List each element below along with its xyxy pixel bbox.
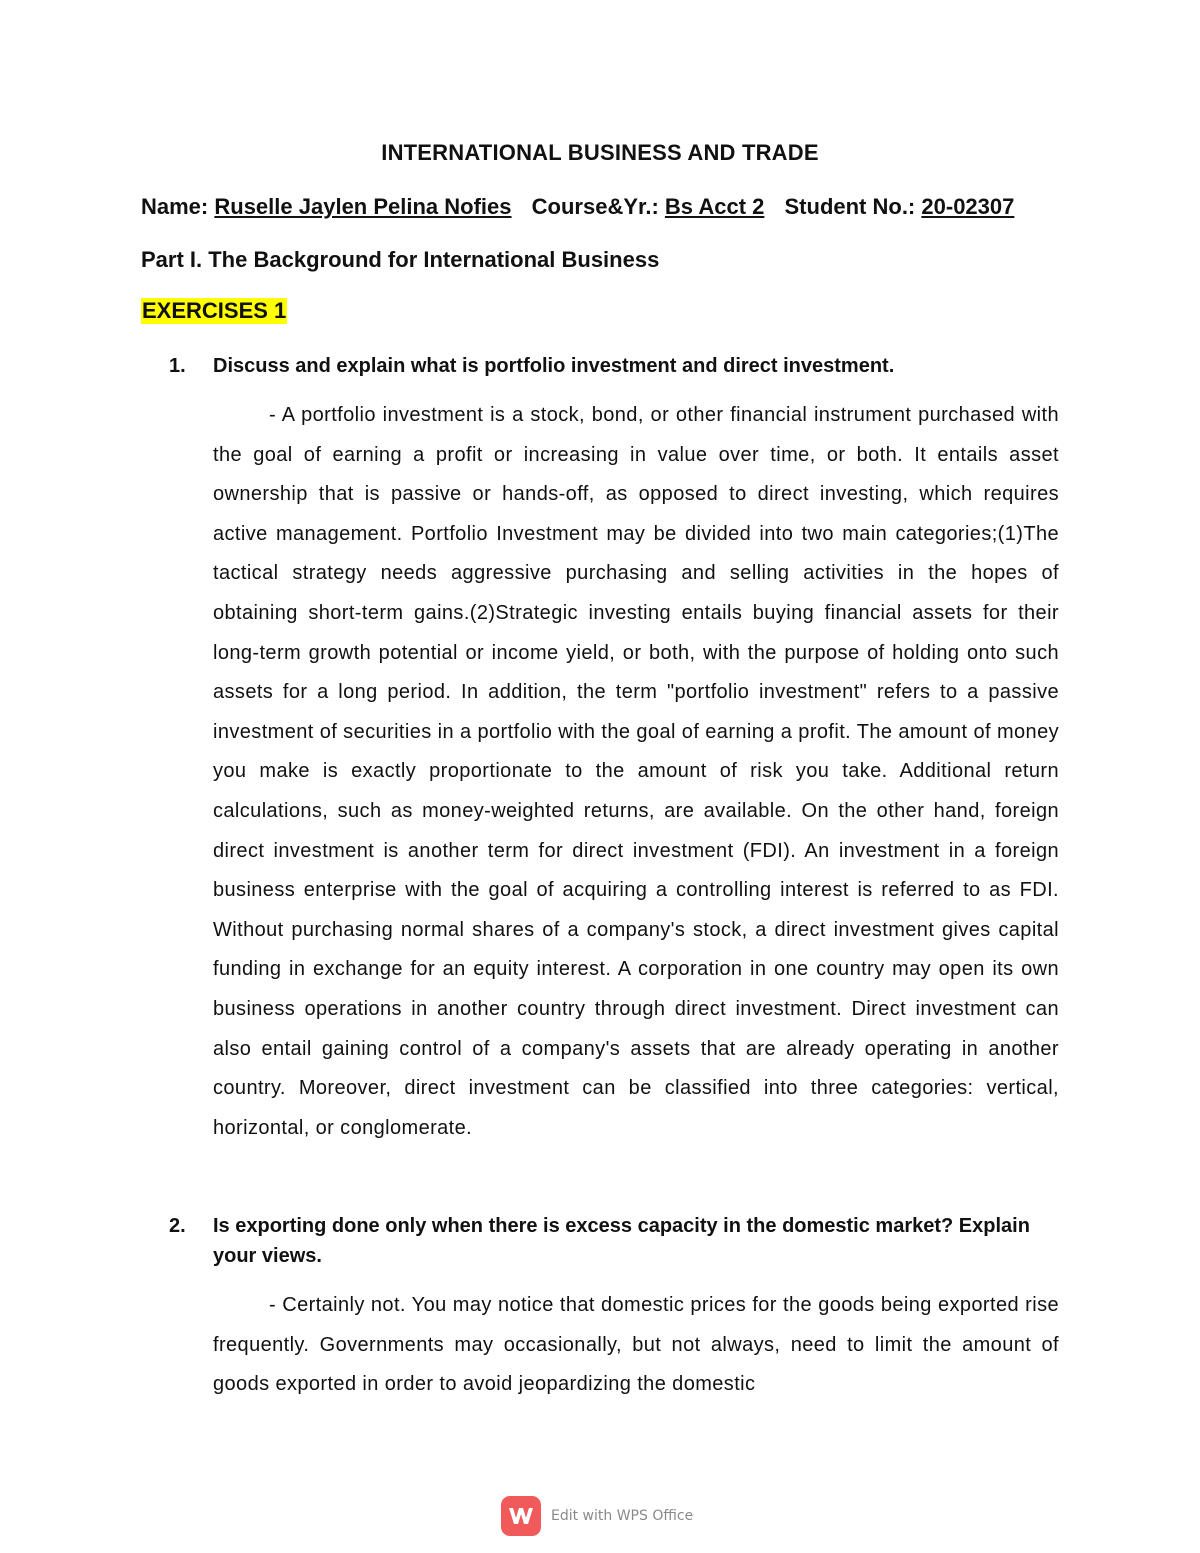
wps-logo-icon <box>501 1496 541 1536</box>
student-no-value: 20-02307 <box>921 194 1015 219</box>
name-label: Name: <box>141 194 209 219</box>
question-2 <box>141 1211 1061 1271</box>
question-number: 1. <box>169 355 186 377</box>
course-value: Bs Acct 2 <box>664 194 765 219</box>
answer-text: - A portfolio investment is a stock, bond, or other financial instrument purchased with the goal of earning a profit or increasing in value over time, or both. It entails asset ownership that is passive or hands-off, as opposed to direct investing, which requires active management. Portfolio Investment may be divided into two main categories;(1)The tactical strategy needs aggressive purchasing and selling activities in the hopes of obtaining short-term gains.(2)Strategic investing entails buying financial assets for their long-term growth potential or income yield, or both, with the purpose of holding onto such assets for a long period. In addition, the term "portfolio investment" refers to a passive investment of securities in a portfolio with the goal of earning a profit. The amount of money you make is exactly proportionate to the amount of risk you take. Additional return calculations, such as money-weighted returns, are available. On the other hand, foreign direct investment is another term for direct investment (FDI). An investment in a foreign business enterprise with the goal of acquiring a controlling interest is referred to as FDI. Without purchasing normal shares of a company's stock, a direct investment gives capital funding in exchange for an equity interest. A corporation in one country may open its own business operations in another country through direct investment. Direct investment can also entail gaining control of a company's assets that are already operating in another country. Moreover, direct investment can be classified into three categories: vertical, horizontal, or conglomerate. <box>213 404 1059 1139</box>
answer-text: - Certainly not. You may notice that domestic prices for the goods being exported rise frequently. Governments may occasionally, but not always, need to limit the amount of goods exported in order to avoid jeopardizing the domestic <box>213 1294 1059 1396</box>
question-text: Is exporting done only when there is excess capacity in the domestic market? Explain your views. <box>213 1215 1030 1267</box>
question-text: Discuss and explain what is portfolio investment and direct investment. <box>213 355 895 377</box>
student-info-line <box>141 194 1061 220</box>
exercises-heading: EXERCISES 1 <box>142 298 287 323</box>
student-no-label: Student No.: <box>784 194 916 219</box>
wps-edit-banner[interactable] <box>501 1495 693 1537</box>
part-heading: Part I. The Background for International Business <box>141 247 660 272</box>
name-value: Ruselle Jaylen Pelina Nofies <box>214 194 512 219</box>
document-title: INTERNATIONAL BUSINESS AND TRADE <box>381 140 819 165</box>
question-1 <box>141 351 1061 381</box>
wps-edit-text: Edit with WPS Office <box>551 1508 694 1524</box>
question-number: 2. <box>169 1215 186 1237</box>
course-label: Course&Yr.: <box>531 194 659 219</box>
answer-1 <box>213 396 1059 1148</box>
answer-2 <box>213 1286 1059 1405</box>
